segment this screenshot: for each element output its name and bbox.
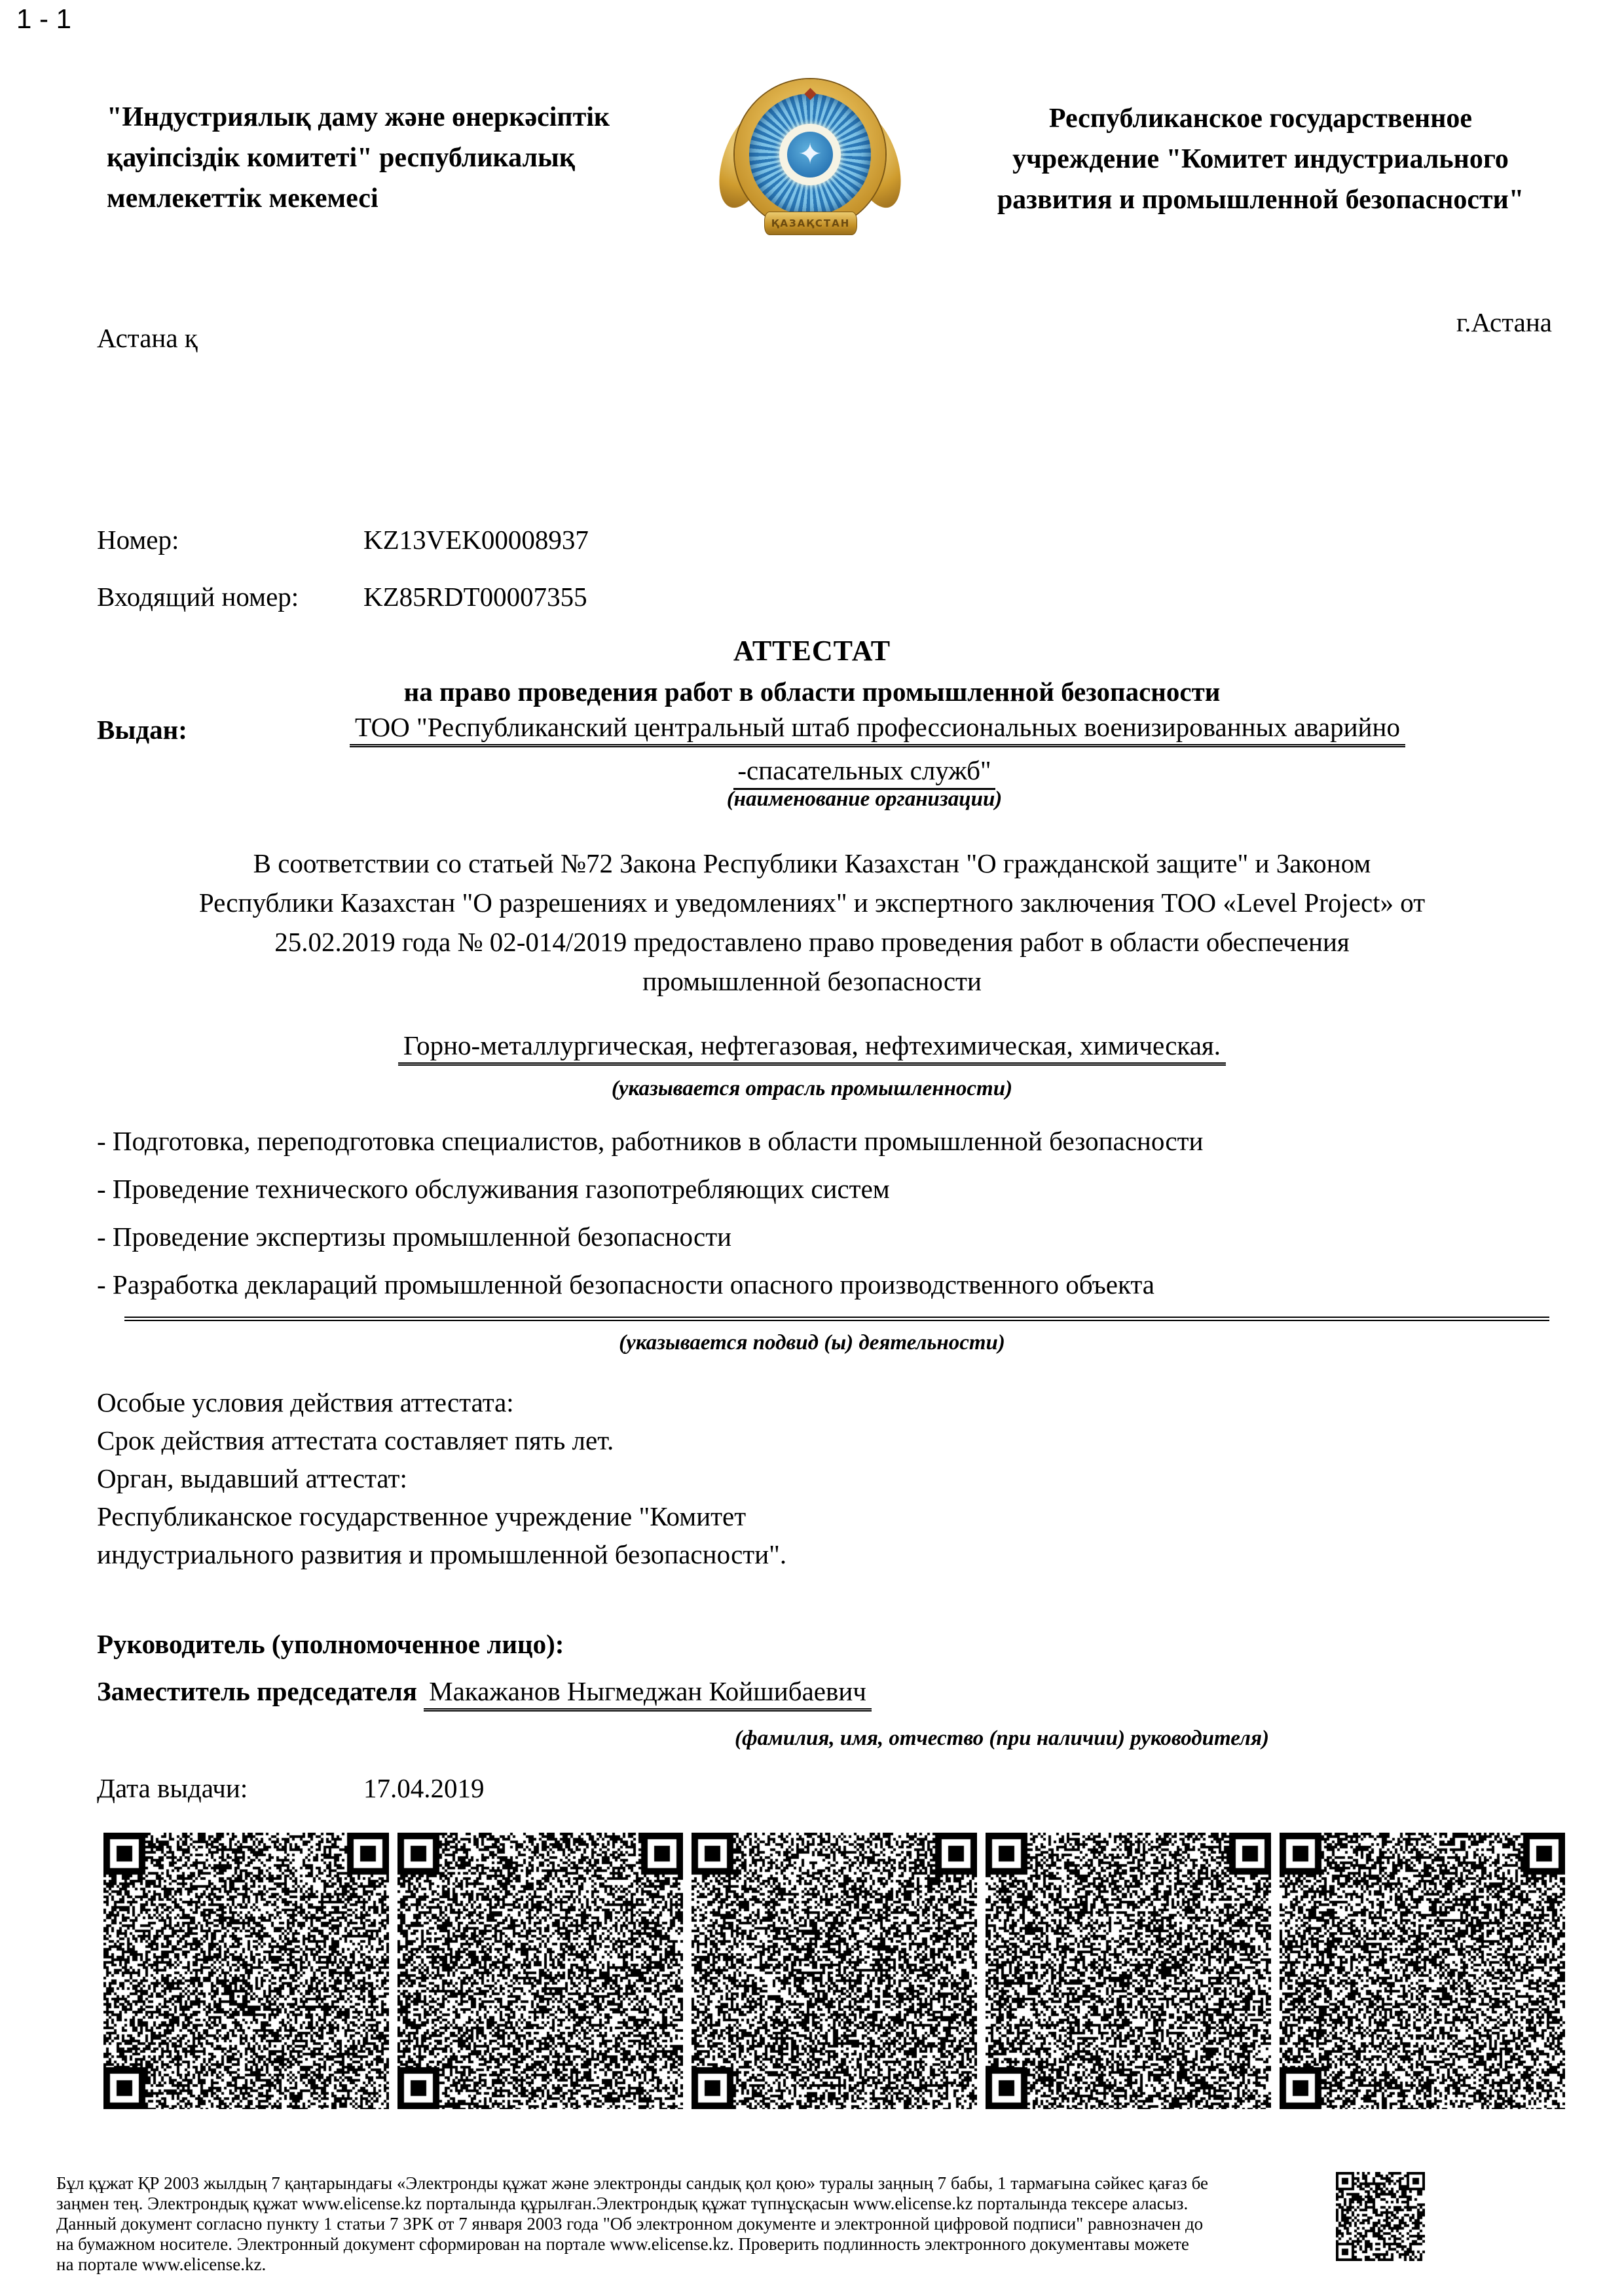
footer-line: на бумажном носителе. Электронный документ сформирован на портале www.elicense.kz. Проверить подлинность электронного документавы можете — [56, 2234, 1189, 2254]
conditions-block — [97, 1383, 786, 1573]
issue-date-value: 17.04.2019 — [363, 1773, 485, 1803]
signatory-line — [97, 1675, 872, 1707]
signatory-position: Заместитель председателя — [97, 1676, 417, 1706]
conditions-line: Республиканское государственное учреждение "Комитет — [97, 1501, 747, 1531]
signatory-heading: Руководитель (уполномоченное лицо): — [97, 1629, 564, 1659]
emblem-star-icon: ✦ — [798, 138, 822, 171]
issued-label: Выдан: — [97, 715, 187, 745]
qr-code-large — [986, 1833, 1271, 2109]
industry-line — [0, 1030, 1624, 1061]
conditions-line: индустриального развития и промышленной безопасности". — [97, 1539, 787, 1569]
number-label: Номер: — [97, 525, 179, 555]
city-russian: г.Астана — [1456, 307, 1552, 337]
qr-code-verification — [1336, 2172, 1425, 2261]
activities-caption: (указывается подвид (ы) деятельности) — [619, 1331, 1005, 1355]
activity-item: - Подготовка, переподготовка специалистов, работников в области промышленной безопасности — [97, 1126, 1204, 1156]
activities-list — [97, 1117, 1203, 1309]
legal-basis-line: Республики Казахстан "О разрешениях и уведомлениях" и экспертного заключения ТОО «Level Project» от — [198, 888, 1426, 918]
conditions-line: Особые условия действия аттестата: — [97, 1387, 514, 1417]
emblem-banner: ҚАЗАҚСТАН — [764, 212, 857, 235]
qr-code-large — [103, 1833, 389, 2109]
legal-basis-line: В соответствии со статьей №72 Закона Республики Казахстан "О гражданской защите" и Законом — [253, 848, 1371, 878]
footer-line: Данный документ согласно пункту 1 статьи 7 ЗРК от 7 января 2003 года "Об электронном документе и электронной цифровой подписи" равнозначен до — [56, 2214, 1204, 2234]
footer-line: на портале www.elicense.kz. — [56, 2254, 267, 2274]
number-value: KZ13VEK00008937 — [363, 525, 589, 555]
industry-caption: (указывается отрасль промышленности) — [611, 1077, 1013, 1100]
header-kazakh-line: қауіпсіздік комитеті" республикалық — [107, 143, 576, 173]
activity-item: - Проведение технического обслуживания газопотребляющих систем — [97, 1174, 890, 1204]
header-russian-line: Республиканское государственное — [1048, 103, 1473, 134]
incoming-number-label: Входящий номер: — [97, 582, 299, 612]
footer-line: Бұл құжат ҚР 2003 жылдың 7 қаңтарындағы «Электронды құжат және электронды сандық қол қою» туралы заңның 7 бабы, 1 тармағына сәйкес қағаз бе — [56, 2173, 1208, 2193]
organization-name-part2: -спасательных служб" — [733, 755, 995, 790]
legal-basis-paragraph — [59, 844, 1565, 1001]
page-counter: 1 - 1 — [16, 3, 72, 34]
organization-name-part1: ТОО "Республиканский центральный штаб профессиональных военизированных аварийно — [350, 712, 1405, 747]
issue-date-label: Дата выдачи: — [97, 1773, 248, 1803]
organization-line-1 — [190, 711, 1565, 743]
header-russian-line: развития и промышленной безопасности" — [997, 185, 1524, 215]
incoming-number-value: KZ85RDT00007355 — [363, 582, 587, 612]
organization-line-2 — [157, 755, 1572, 786]
footer-line: заңмен тең. Электрондық құжат www.elicense.kz порталында құрылған.Электрондық құжат түпнұсқасын www.elicense.kz порталында тексере аласыз. — [56, 2194, 1189, 2213]
activities-divider-line — [124, 1317, 1549, 1321]
conditions-line: Орган, выдавший аттестат: — [97, 1463, 407, 1493]
signatory-caption: (фамилия, имя, отчество (при наличии) руководителя) — [735, 1727, 1269, 1750]
header-kazakh-name — [107, 97, 709, 219]
footer-legal-text — [56, 2173, 1497, 2275]
document-subtitle: на право проведения работ в области промышленной безопасности — [403, 677, 1221, 707]
activity-item: - Разработка деклараций промышленной безопасности опасного производственного объекта — [97, 1269, 1154, 1300]
legal-basis-line: промышленной безопасности — [642, 966, 982, 996]
activity-item: - Проведение экспертизы промышленной безопасности — [97, 1222, 732, 1252]
qr-code-large — [1280, 1833, 1565, 2109]
organization-caption: (наименование организации) — [726, 787, 1003, 811]
signatory-name: Макажанов Ныгмеджан Койшибаевич — [424, 1676, 872, 1712]
document-title: АТТЕСТАТ — [733, 635, 891, 667]
industry-list: Горно-металлургическая, нефтегазовая, нефтехимическая, химическая. — [398, 1030, 1226, 1066]
header-kazakh-line: "Индустриялық даму және өнеркәсіптік — [107, 102, 610, 132]
header-kazakh-line: мемлекеттік мекемесі — [107, 183, 378, 214]
qr-code-large — [692, 1833, 977, 2109]
header-russian-line: учреждение "Комитет индустриального — [1012, 144, 1509, 174]
qr-code-large — [397, 1833, 683, 2109]
conditions-line: Срок действия аттестата составляет пять лет. — [97, 1425, 614, 1455]
kazakhstan-emblem — [728, 75, 892, 249]
city-kazakh: Астана қ — [97, 323, 198, 353]
legal-basis-line: 25.02.2019 года № 02-014/2019 предоставлено право проведения работ в области обеспечения — [274, 927, 1350, 957]
header-russian-name — [933, 98, 1588, 220]
